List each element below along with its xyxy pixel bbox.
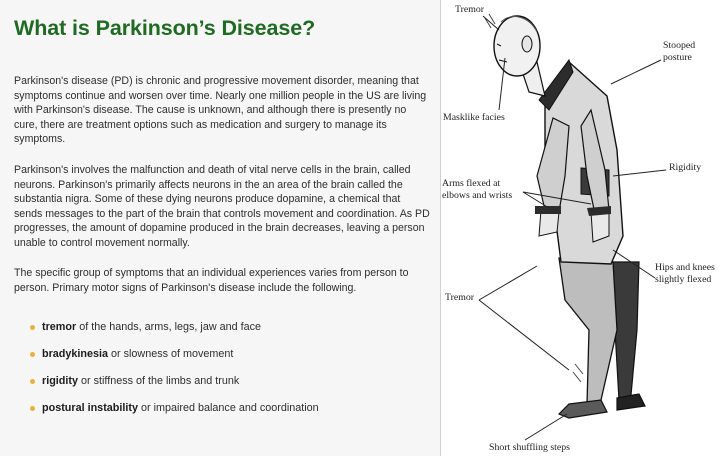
bullet-term: bradykinesia — [42, 348, 109, 360]
label-shuffling-steps: Short shuffling steps — [489, 442, 570, 453]
label-tremor-head: Tremor — [455, 4, 485, 15]
label-tremor-leg: Tremor — [445, 292, 475, 303]
page-title: What is Parkinson’s Disease? — [14, 16, 316, 40]
bullet-term: tremor — [42, 321, 77, 333]
bullet-text: or slowness of movement — [108, 348, 234, 360]
label-arms-flexed: Arms flexed at elbows and wrists — [442, 178, 513, 201]
label-masklike-facies: Masklike facies — [443, 112, 505, 123]
bullet-text: or stiffness of the limbs and trunk — [78, 375, 240, 387]
bullet-dot-icon — [30, 406, 35, 411]
bullet-term: rigidity — [42, 375, 78, 387]
bullet-term: postural instability — [42, 402, 138, 414]
paragraph-neurons: Parkinson's involves the malfunction and death of vital nerve cells in the brain, called neurons. Parkinson's primarily affects neurons in the an area of the brain called the substantia nigra. Some of these dying neurons produce dopamine, a chemical that sends messages to the part of the brain that controls movement and coordination. As PD progresses, the amount of dopamine produced in the brain decreases, leaving a person unable to control movement normally. — [14, 164, 430, 249]
label-rigidity: Rigidity — [669, 162, 702, 173]
parkinson-posture-illustration — [441, 0, 720, 456]
bullet-dot-icon — [30, 379, 35, 384]
paragraph-intro: Parkinson's disease (PD) is chronic and progressive movement disorder, meaning that symptoms continue and worsen over time. Nearly one million people in the US are living with Parkinson's disease. The cause is unknown, and although there is presently no cure, there are treatment options such as medication and surgery to manage its symptoms. — [14, 75, 427, 146]
bullet-text: or impaired balance and coordination — [138, 402, 319, 414]
bullet-dot-icon — [30, 352, 35, 357]
bullet-text: of the hands, arms, legs, jaw and face — [76, 321, 262, 333]
bullet-dot-icon — [30, 325, 35, 330]
label-hips-knees: Hips and knees slightly flexed — [655, 262, 715, 285]
stooped-man-drawing — [441, 0, 720, 456]
label-stooped-posture: Stooped posture — [663, 40, 696, 63]
paragraph-symptoms: The specific group of symptoms that an individual experiences varies from person to person. Primary motor signs of Parkinson's disease include the following. — [14, 267, 409, 294]
